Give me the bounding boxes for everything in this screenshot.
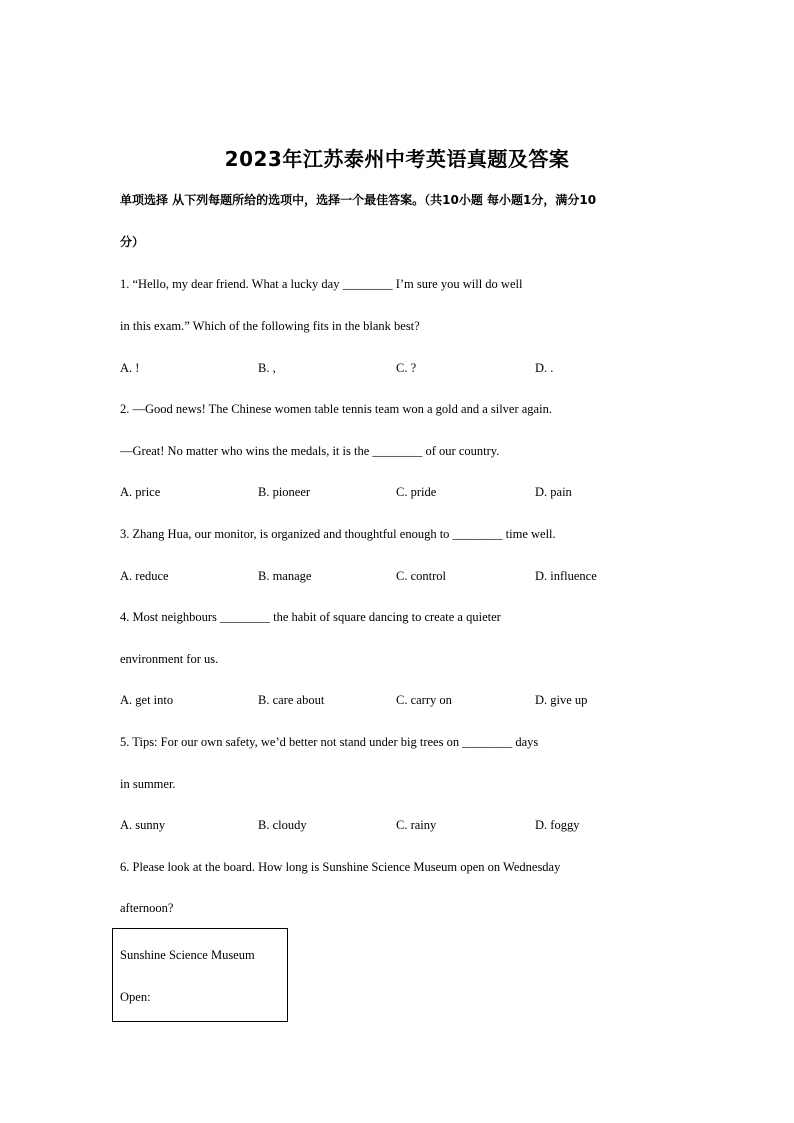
question-3-line-1: 3. Zhang Hua, our monitor, is organized and thoughtful enough to ________ time well. xyxy=(120,527,556,541)
option-c: C. control xyxy=(396,569,446,583)
board-open-label: Open: xyxy=(120,990,151,1004)
option-a: A. ! xyxy=(120,361,140,375)
question-6-line-2: afternoon? xyxy=(120,901,174,915)
option-d: D. . xyxy=(535,361,554,375)
option-d: D. foggy xyxy=(535,818,580,832)
option-b: B. , xyxy=(258,361,276,375)
question-1-line-1: 1. “Hello, my dear friend. What a lucky day ________ I’m sure you will do well xyxy=(120,277,523,291)
option-b: B. cloudy xyxy=(258,818,307,832)
question-4-line-1: 4. Most neighbours ________ the habit of square dancing to create a quieter xyxy=(120,610,501,624)
option-a: A. reduce xyxy=(120,569,169,583)
board-museum-name: Sunshine Science Museum xyxy=(120,948,255,962)
question-2-line-1: 2. —Good news! The Chinese women table tennis team won a gold and a silver again. xyxy=(120,402,552,416)
page-title: 2023年江苏泰州中考英语真题及答案 xyxy=(224,147,570,171)
option-d: D. influence xyxy=(535,569,597,583)
question-6-line-1: 6. Please look at the board. How long is Sunshine Science Museum open on Wednesday xyxy=(120,860,561,874)
question-2-line-2: —Great! No matter who wins the medals, it is the ________ of our country. xyxy=(120,444,500,458)
question-4-line-2: environment for us. xyxy=(120,652,219,666)
option-b: B. manage xyxy=(258,569,312,583)
instructions-line-1: 单项选择 从下列每题所给的选项中，选择一个最佳答案。（共10小题 每小题1分，满分10 xyxy=(120,193,597,207)
question-1-line-2: in this exam.” Which of the following fits in the blank best? xyxy=(120,319,420,333)
museum-board xyxy=(112,928,288,1022)
question-5-line-2: in summer. xyxy=(120,777,176,791)
option-a: A. get into xyxy=(120,693,174,707)
option-d: D. give up xyxy=(535,693,588,707)
option-d: D. pain xyxy=(535,485,572,499)
option-c: C. rainy xyxy=(396,818,437,832)
option-c: C. pride xyxy=(396,485,437,499)
option-b: B. pioneer xyxy=(258,485,311,499)
option-c: C. carry on xyxy=(396,693,452,707)
option-a: A. sunny xyxy=(120,818,166,832)
option-c: C. ? xyxy=(396,361,417,375)
question-5-line-1: 5. Tips: For our own safety, we’d better not stand under big trees on ________ days xyxy=(120,735,539,749)
instructions-line-2: 分） xyxy=(120,235,145,249)
option-b: B. care about xyxy=(258,693,325,707)
option-a: A. price xyxy=(120,485,161,499)
